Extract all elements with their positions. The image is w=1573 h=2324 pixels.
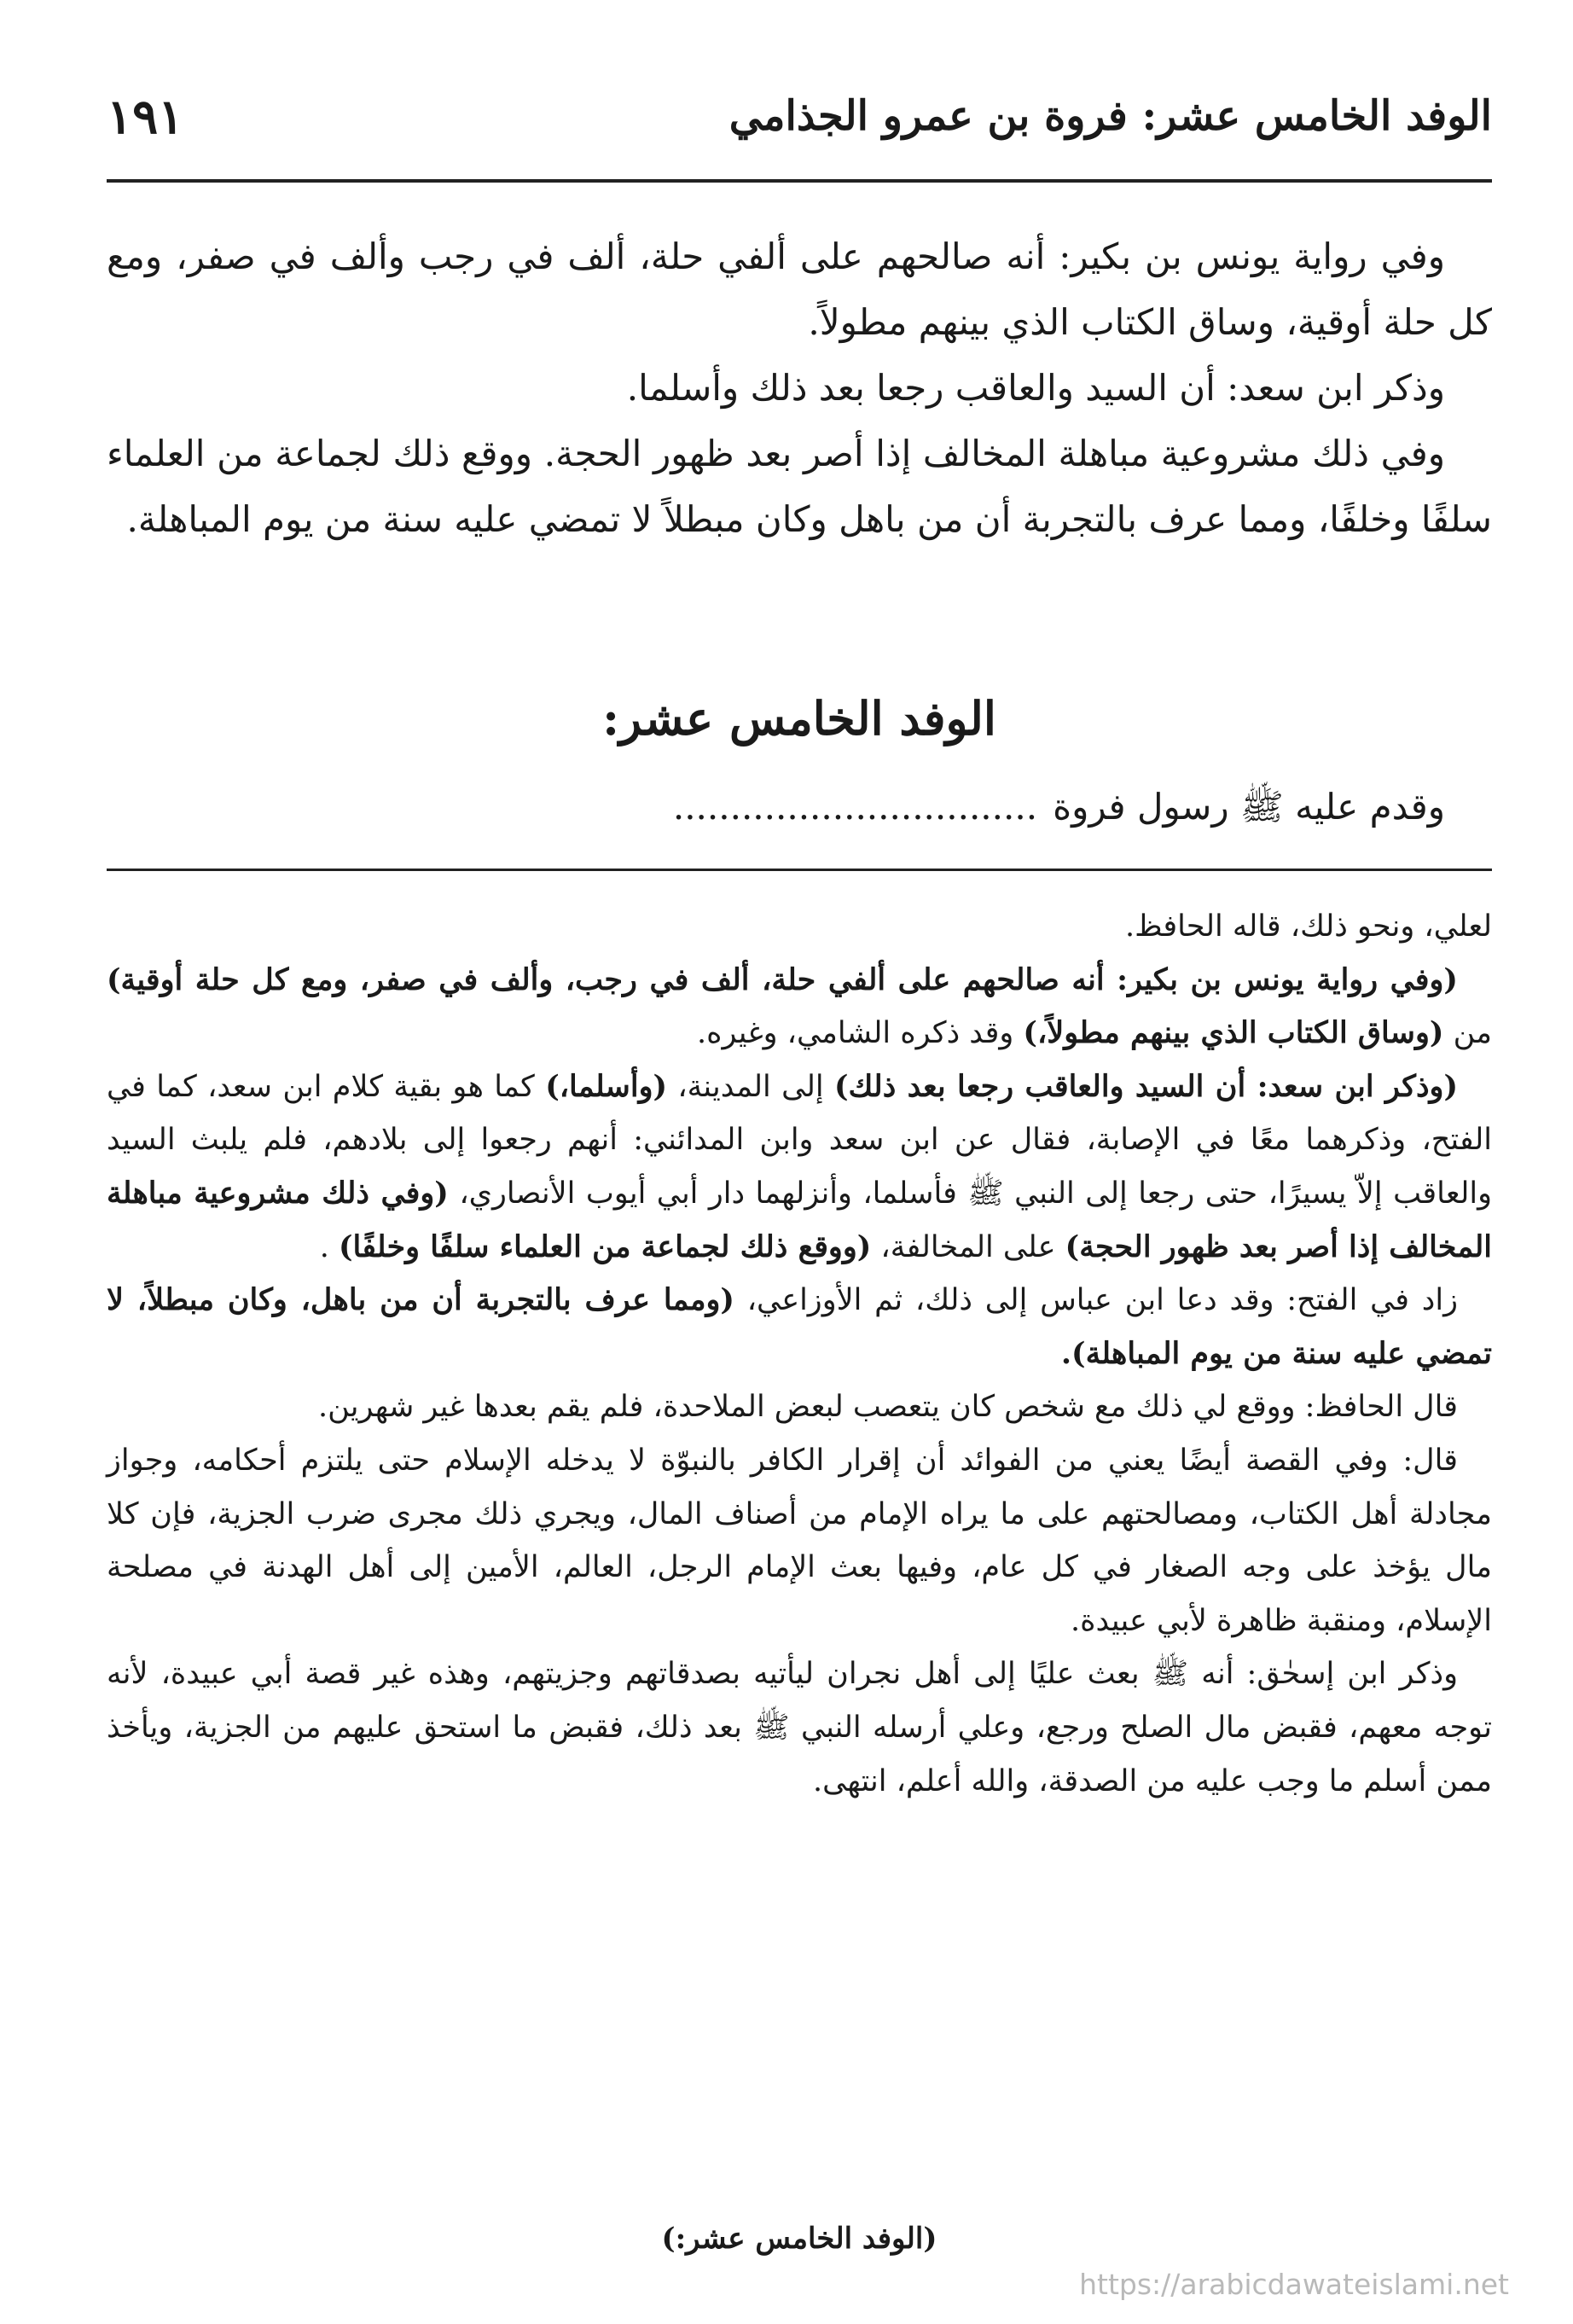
- running-title: الوفد الخامس عشر: فروة بن عمرو الجذامي: [728, 92, 1492, 140]
- commentary-paragraph: [107, 900, 1492, 954]
- continuation-dots: ................................: [672, 786, 1038, 828]
- page-number: ١٩١: [107, 89, 184, 145]
- commentary-paragraph: [107, 1060, 1492, 1274]
- commentary-text: .: [319, 1229, 339, 1264]
- header-divider: [107, 179, 1492, 183]
- footnote-divider: [107, 869, 1492, 871]
- page-header: [107, 89, 1492, 160]
- commentary-text: على المخالفة،: [871, 1229, 1065, 1264]
- commentary-text: قال الحافظ: ووقع لي ذلك مع شخص كان يتعصب لبعض الملاحدة، فلم يقم بعدها غير شهرين.: [317, 1390, 1458, 1425]
- continuation-line: [107, 785, 1445, 837]
- quoted-text: (وذكر ابن سعد: أن السيد والعاقب رجعا بعد ذلك): [833, 1068, 1459, 1104]
- commentary-text: زاد في الفتح: وقد دعا ابن عباس إلى ذلك، ثم الأوزاعي،: [734, 1283, 1459, 1318]
- commentary-text: لعلي، ونحو ذلك، قاله الحافظ.: [1124, 909, 1492, 944]
- main-text: [107, 224, 1492, 552]
- quoted-text: (ومما عرف بالتجربة أن من باهل، وكان مبطلاً، لا تمضي عليه سنة من يوم المباهلة).: [107, 1282, 1492, 1371]
- quoted-text: (وفي ذلك مشروعية مباهلة المخالف إذا أصر بعد ظهور الحجة): [107, 1175, 1492, 1264]
- continuation-text: وقدم عليه ﷺ رسول فروة: [1053, 786, 1445, 828]
- commentary-paragraph: [107, 1380, 1492, 1434]
- watermark-url: https://arabicdawateislami.net: [1079, 2268, 1509, 2301]
- commentary-paragraph: [107, 1434, 1492, 1647]
- quoted-text: (ووقع ذلك لجماعة من العلماء سلفًا وخلفًا): [338, 1229, 872, 1264]
- commentary: [107, 900, 1492, 1808]
- quoted-text: (وفي رواية يونس بن بكير: أنه صالحهم على ألفي حلة، ألف في رجب، وألف في صفر، ومع كل حلة أوقية): [107, 962, 1458, 997]
- next-page-catchword: (الوفد الخامس عشر:): [661, 2222, 937, 2256]
- quoted-text: (وأسلما،): [545, 1068, 668, 1104]
- commentary-text: وقد ذكره الشامي، وغيره.: [696, 1016, 1024, 1051]
- main-paragraph: وفي ذلك مشروعية مباهلة المخالف إذا أصر بعد ظهور الحجة. ووقع ذلك لجماعة من العلماء سلفًا وخلفًا، ومما عرف بالتجربة أن من باهل وكان مبطلاً لا تمضي عليه سنة من يوم المباهلة.: [107, 433, 1492, 540]
- main-paragraph: وفي رواية يونس بن بكير: أنه صالحهم على ألفي حلة، ألف في رجب وألف في صفر، ومع كل حلة أوقية، وساق الكتاب الذي بينهم مطولاً.: [107, 235, 1492, 343]
- commentary-paragraph: [107, 954, 1492, 1060]
- commentary-text: قال: وفي القصة أيضًا يعني من الفوائد أن إقرار الكافر بالنبوّة لا يدخله الإسلام حتى يلتزم أحكامه، وجواز مجادلة أهل الكتاب، ومصالحتهم على ما يراه الإمام من أصناف المال، ويجري ذلك مجرى ضرب الجزية، فإن كلا مال يؤخذ على وجه الصغار في كل عام، وفيها بعث الإمام الرجل، العالم، الأمين إلى أهل الهدنة في مصلحة الإسلام، ومنقبة ظاهرة لأبي عبيدة.: [107, 1443, 1492, 1638]
- main-paragraph: وذكر ابن سعد: أن السيد والعاقب رجعا بعد ذلك وأسلما.: [626, 367, 1445, 409]
- commentary-paragraph: [107, 1647, 1492, 1808]
- commentary-text: إلى المدينة،: [667, 1069, 834, 1104]
- section-heading: الوفد الخامس عشر:: [602, 691, 996, 746]
- commentary-text: كما هو بقية كلام ابن سعد، كما في الفتح، وذكرهما معًا في الإصابة، فقال عن ابن سعد وابن المدائني: أنهم رجعوا إلى بلادهم، فلم يلبث السيد والعاقب إلاّ يسيرًا، حتى رجعا إلى النبي ﷺ فأسلما، وأنزلهما دار أبي أيوب الأنصاري،: [107, 1069, 1493, 1211]
- quoted-text: (وساق الكتاب الذي بينهم مطولاً،): [1023, 1015, 1444, 1051]
- commentary-text: من: [1443, 1016, 1492, 1051]
- commentary-text: وذكر ابن إسحٰق: أنه ﷺ بعث عليًا إلى أهل نجران ليأتيه بصدقاتهم وجزيتهم، وهذه غير قصة أبي عبيدة، لأنه توجه معهم، فقبض مال الصلح ورجع، وعلي أرسله النبي ﷺ بعد ذلك، فقبض ما استحق عليهم من الجزية، ويأخذ ممن أسلم ما وجب عليه من الصدقة، والله أعلم، انتهى.: [107, 1657, 1492, 1798]
- commentary-paragraph: [107, 1274, 1492, 1380]
